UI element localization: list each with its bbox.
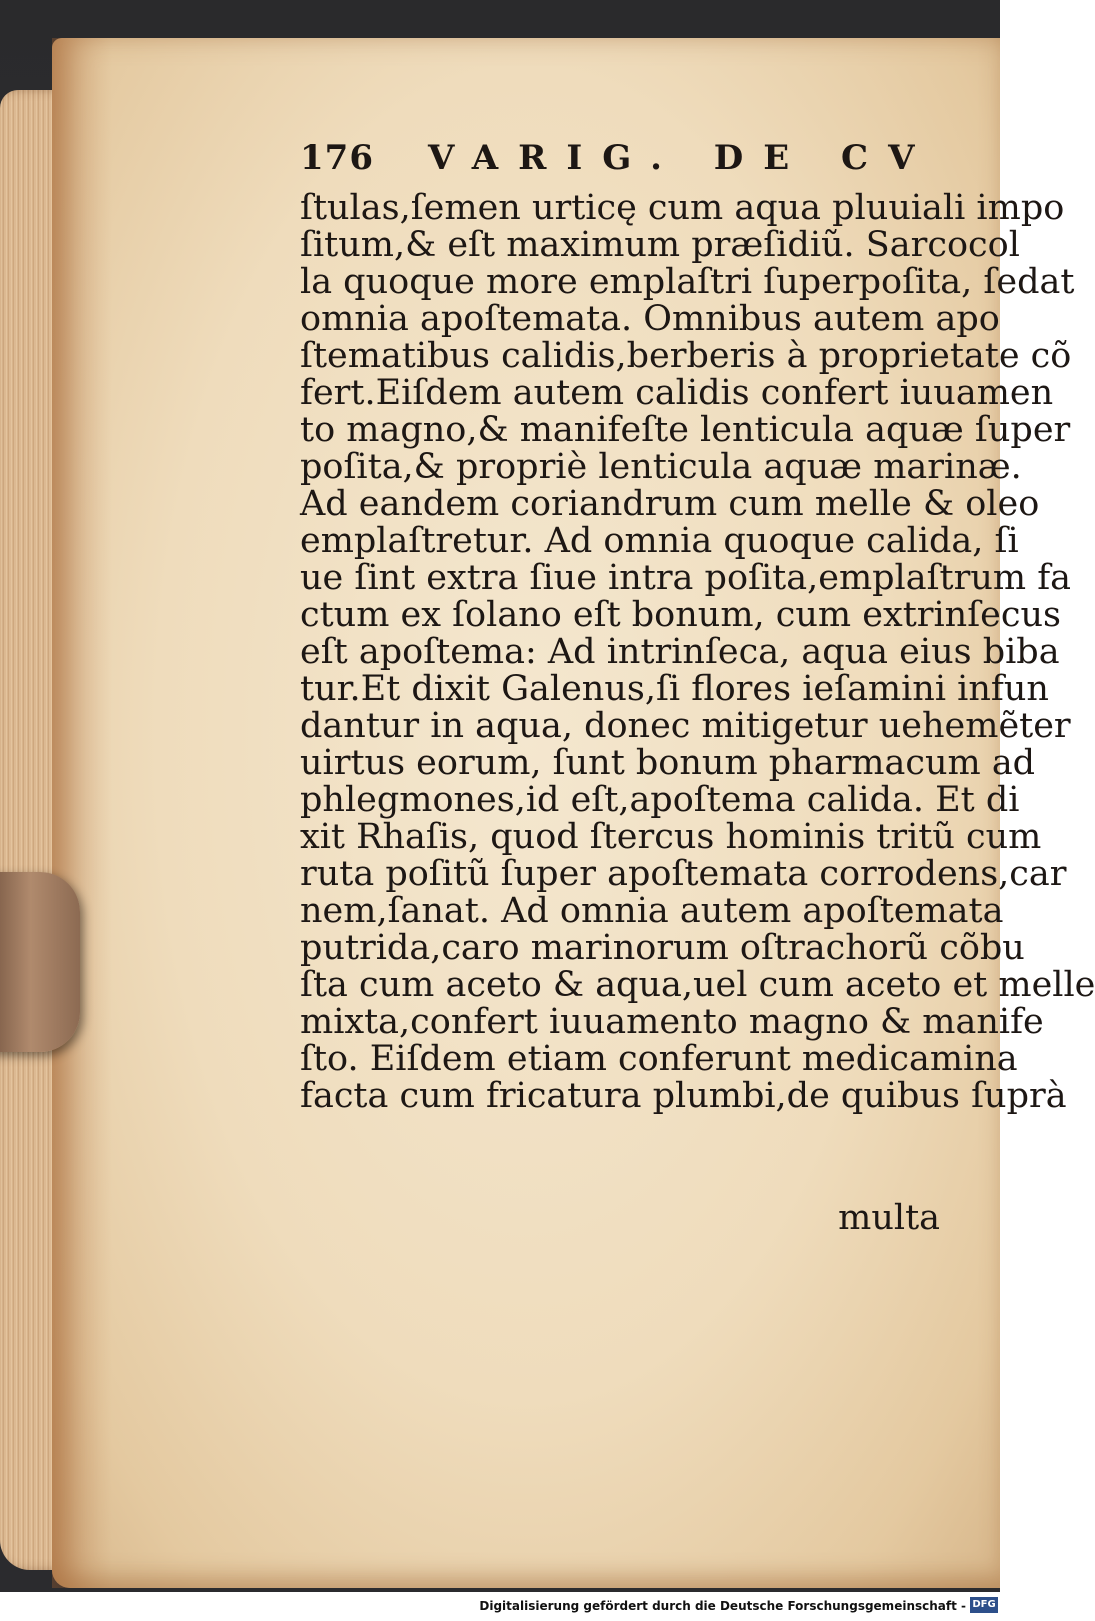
text-line: la quoque more emplaſtri ſuperpoſita, ſedat	[300, 262, 1075, 302]
footer-bar	[0, 1592, 1000, 1621]
text-line: phlegmones,id eſt,apoſtema calida. Et di	[300, 780, 1020, 820]
funding-credit: Digitalisierung gefördert durch die Deutsche Forschungsgemeinschaft -	[479, 1599, 966, 1613]
text-line: poſita,& propriè lenticula aquæ marinæ.	[300, 447, 1022, 487]
page-header	[300, 138, 960, 188]
text-line: ſtematibus calidis,berberis à proprietate cõ	[300, 336, 1072, 376]
dfg-logo-icon: DFG	[970, 1597, 998, 1613]
text-line: Ad eandem coriandrum cum melle & oleo	[300, 484, 1040, 524]
text-line: dantur in aqua, donec mitigetur uehemẽter	[300, 706, 1071, 746]
text-line: nem,ſanat. Ad omnia autem apoſtemata	[300, 891, 1004, 931]
running-title: VARIG. DE CV	[428, 138, 935, 178]
text-line: tur.Et dixit Galenus,ſi flores ieſamini infun	[300, 669, 1049, 709]
text-line: ſitum,& eſt maximum præſidiũ. Sarcocol	[300, 225, 1020, 265]
text-line: omnia apoſtemata. Omnibus autem apo	[300, 299, 1000, 339]
book-clip	[0, 872, 80, 1052]
text-line: eſt apoſtema: Ad intrinſeca, aqua eius biba	[300, 632, 1060, 672]
text-line: fert.Eiſdem autem calidis confert iuuamen	[300, 373, 1054, 413]
text-line: ſtulas,ſemen urticę cum aqua pluuiali impo	[300, 188, 1065, 228]
text-line: putrida,caro marinorum oſtrachorũ cõbu	[300, 928, 1025, 968]
text-line: uirtus eorum, ſunt bonum pharmacum ad	[300, 743, 1036, 783]
text-line: ue ſint extra ſiue intra poſita,emplaſtrum fa	[300, 558, 1072, 598]
text-line: ruta poſitũ ſuper apoſtemata corrodens,car	[300, 854, 1067, 894]
text-line: ſto. Eiſdem etiam conferunt medicamina	[300, 1039, 1018, 1079]
folio-number: 176	[300, 138, 374, 178]
text-line: emplaſtretur. Ad omnia quoque calida, ſi	[300, 521, 1019, 561]
text-line: mixta,confert iuuamento magno & manife	[300, 1002, 1044, 1042]
text-line: ctum ex ſolano eſt bonum, cum extrinſecus	[300, 595, 1061, 635]
text-line: to magno,& manifeſte lenticula aquæ ſuper	[300, 410, 1071, 450]
catchword: multa	[838, 1198, 940, 1238]
text-line: ſta cum aceto & aqua,uel cum aceto et melle	[300, 965, 1095, 1005]
body-text	[300, 188, 1095, 1116]
text-line: facta cum fricatura plumbi,de quibus ſuprà	[300, 1076, 1067, 1116]
text-line: xit Rhaſis, quod ſtercus hominis tritũ cum	[300, 817, 1042, 857]
